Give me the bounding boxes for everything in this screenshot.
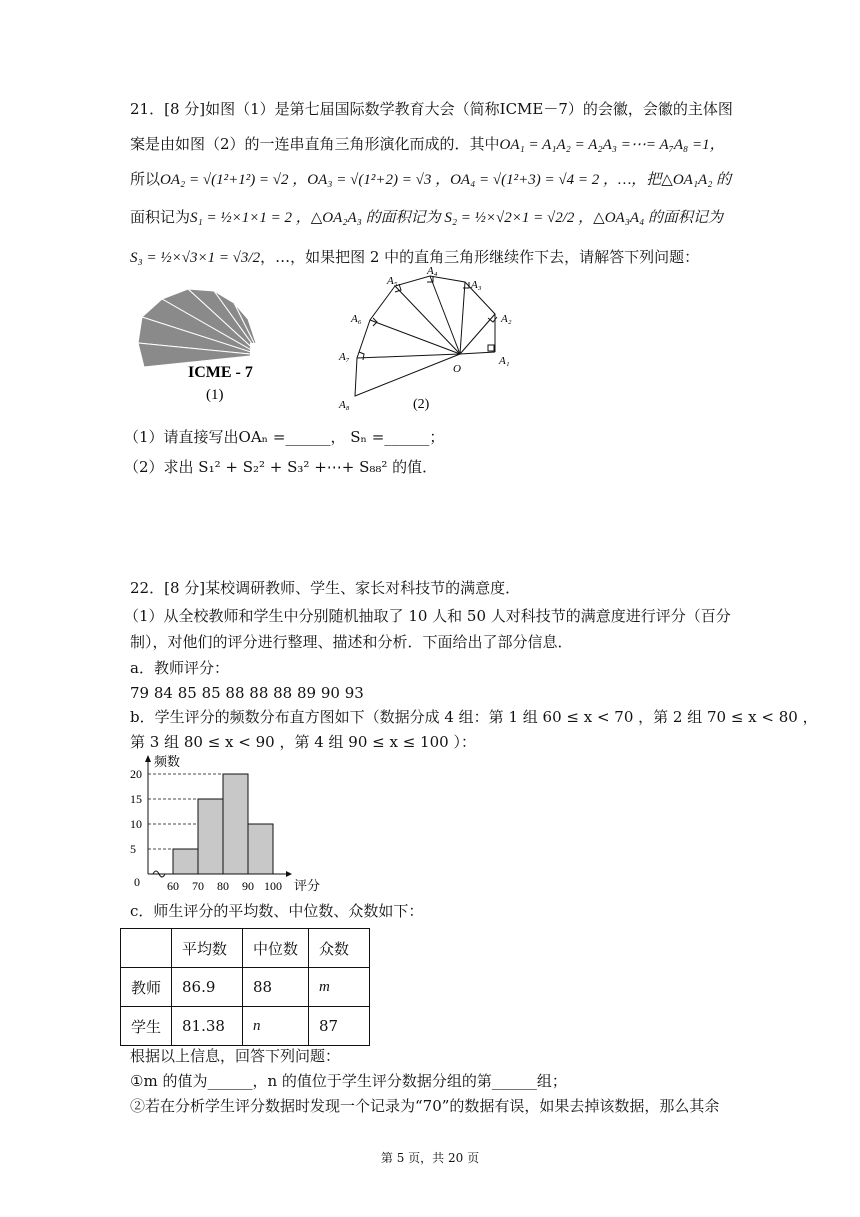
histogram-bar — [248, 824, 273, 874]
table-cell: 86.9 — [172, 968, 243, 1007]
histogram-bar — [198, 799, 223, 874]
fig2-caption: (2) — [413, 397, 430, 412]
table-cell: n — [243, 1007, 309, 1046]
student-score-histogram — [118, 752, 338, 898]
x-axis-arrow — [286, 871, 292, 877]
label-a1: A₁ — [499, 355, 510, 367]
table-cell: m — [309, 968, 370, 1007]
q21-line1: 21．[8 分]如图（1）是第七届国际数学教育大会（简称ICME－7）的会徽，会徽的主体图 — [130, 100, 733, 118]
q22-line11: ②若在分析学生评分数据时发现一个记录为“70”的数据有误，如果去掉该数据，那么其余 — [130, 1097, 720, 1115]
q22-line7: 第 3 组 80 ≤ x < 90 ，第 4 组 90 ≤ x ≤ 100 ）： — [130, 733, 476, 751]
fig1-caption: (1) — [206, 387, 224, 403]
x-tick-label: 80 — [217, 879, 229, 893]
label-a3: A₃ — [471, 279, 482, 291]
q22-line10: ①m 的值为______，n 的值位于学生评分数据分组的第______组； — [130, 1072, 567, 1090]
q21-line5: S₃ = ½×√3×1 = √3/2，…，如果把图 2 中的直角三角形继续作下去，请解答下列问题： — [130, 248, 700, 266]
label-a2: A₂ — [501, 313, 512, 325]
y-axis-label: 频数 — [154, 754, 181, 769]
y-tick-label: 20 — [130, 767, 142, 781]
right-triangle-spiral-figure — [335, 262, 535, 412]
table-row — [121, 929, 370, 968]
table-row — [121, 968, 370, 1007]
q22-line3: 制），对他们的评分进行整理、描述和分析．下面给出了部分信息． — [130, 633, 573, 651]
x-tick-label: 60 — [167, 879, 179, 893]
label-a7: A₇ — [339, 351, 350, 363]
table-cell: 87 — [309, 1007, 370, 1046]
page-footer: 第 5 页，共 20 页 — [380, 1151, 480, 1165]
table-header-cell: 众数 — [309, 929, 370, 968]
label-a4: A₄ — [427, 265, 438, 277]
y-tick-label: 5 — [130, 842, 136, 856]
label-a5: A₅ — [387, 275, 398, 287]
table-row — [121, 1007, 370, 1046]
y-tick-label: 15 — [130, 792, 142, 806]
q21-sub1: （1）请直接写出OAₙ =______， Sₙ =______； — [124, 428, 445, 446]
table-header-cell — [121, 929, 172, 968]
icme-logo-text: ICME - 7 — [188, 364, 253, 381]
histogram-bar — [223, 774, 248, 874]
q21-line3: 所以OA₂ = √(1²+1²) = √2 ，OA₃ = √(1²+2) = √3 ，OA₄ = √(1²+3) = √4 = 2 ，…，把△OA₁A₂ 的 — [130, 170, 732, 188]
q22-line6: b．学生评分的频数分布直方图如下（数据分成 4 组：第 1 组 60 ≤ x < 70 ，第 2 组 70 ≤ x < 80 ， — [130, 708, 818, 726]
q22-line4: a．教师评分： — [130, 659, 229, 677]
q21-sub2: （2）求出 S₁² + S₂² + S₃² +⋯+ S₈₈² 的值． — [124, 458, 438, 476]
table-cell: 学生 — [121, 1007, 172, 1046]
q22-line8: c．师生评分的平均数、中位数、众数如下： — [130, 902, 424, 920]
q22-line9: 根据以上信息，回答下列问题： — [130, 1047, 341, 1065]
label-a8: A₈ — [339, 399, 350, 411]
q22-line1: 22．[8 分]某校调研教师、学生、家长对科技节的满意度． — [130, 579, 521, 597]
icme-logo-figure — [130, 275, 290, 405]
y-axis-arrow — [145, 755, 151, 762]
table-header-cell: 平均数 — [172, 929, 243, 968]
x-axis-label: 评分 — [294, 878, 321, 893]
q21-line4: 面积记为S₁ = ½×1×1 = 2 ，△OA₂A₃ 的面积记为 S₂ = ½×√2×1 = √2/2 ，△OA₃A₄ 的面积记为 — [130, 208, 724, 226]
x-tick-label: 100 — [264, 879, 282, 893]
table-cell: 81.38 — [172, 1007, 243, 1046]
x-tick-label: 70 — [192, 879, 204, 893]
origin-label: 0 — [134, 875, 140, 889]
y-tick-label: 10 — [130, 817, 142, 831]
stats-table — [120, 928, 370, 1046]
table-cell: 88 — [243, 968, 309, 1007]
label-o: O — [453, 363, 461, 375]
q22-line2: （1）从全校教师和学生中分别随机抽取了 10 人和 50 人对科技节的满意度进行评分（百分 — [124, 607, 731, 625]
label-a6: A₆ — [351, 313, 362, 325]
histogram-bar — [173, 849, 198, 874]
x-tick-label: 90 — [242, 879, 254, 893]
table-cell: 教师 — [121, 968, 172, 1007]
table-header-cell: 中位数 — [243, 929, 309, 968]
q22-teacher-scores: 79 84 85 85 88 88 88 89 90 93 — [130, 684, 364, 702]
q21-line2: 案是由如图（2）的一连串直角三角形演化而成的．其中OA₁ = A₁A₂ = A₂A₃ =⋯= A₇A₈ =1， — [130, 135, 725, 153]
